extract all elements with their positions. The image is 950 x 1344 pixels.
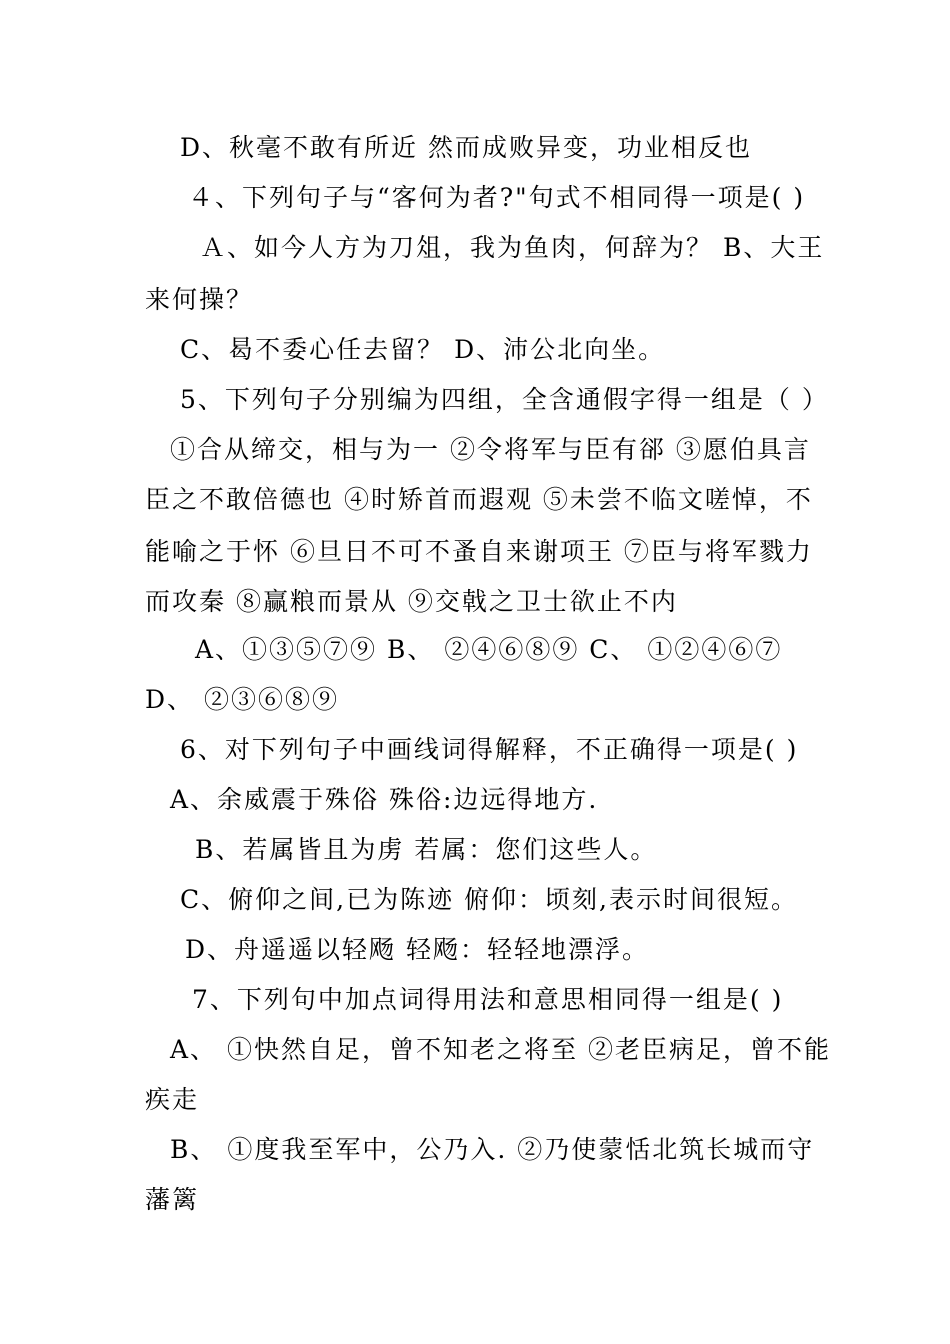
text-line: B、 ①度我至军中，公乃入. ②乃使蒙恬北筑长城而守 — [170, 1135, 815, 1164]
text-line: ①合从缔交，相与为一 ②令将军与臣有郤 ③愿伯具言 — [170, 435, 811, 464]
question-5-stem: 5、下列句子分别编为四组，全含通假字得一组是（ ） — [180, 385, 829, 414]
question-7-stem: 7、下列句中加点词得用法和意思相同得一组是( ) — [192, 985, 784, 1014]
text-line: 藩篱 — [145, 1185, 200, 1214]
text-line: Ａ、如今人方为刀俎，我为鱼肉，何辞为？ B、大王 — [200, 233, 825, 262]
question-6-stem: 6、对下列句子中画线词得解释，不正确得一项是( ) — [180, 735, 799, 764]
text-line: C、曷不委心任去留？ D、沛公北向坐。 — [180, 335, 666, 364]
text-line: 来何操？ — [145, 285, 254, 314]
text-line: B、若属皆且为虏 若属：您们这些人。 — [195, 835, 658, 864]
question-4-stem: ４、下列句子与“客何为者?"句式不相同得一项是( ) — [188, 183, 806, 212]
text-line: A、①③⑤⑦⑨ B、 ②④⑥⑧⑨ C、 ①②④⑥⑦ — [195, 635, 783, 664]
text-line: A、 ①快然自足，曾不知老之将至 ②老臣病足，曾不能 — [170, 1035, 831, 1064]
text-line: D、秋毫不敢有所近 然而成败异变，功业相反也 — [180, 133, 752, 162]
text-line: D、舟遥遥以轻飏 轻飏：轻轻地漂浮。 — [185, 935, 649, 964]
text-line: C、俯仰之间,已为陈迹 俯仰：顷刻,表示时间很短。 — [180, 885, 798, 914]
text-line: D、 ②③⑥⑧⑨ — [145, 685, 339, 714]
text-line: 臣之不敢倍德也 ④时矫首而遐观 ⑤未尝不临文嗟悼，不 — [145, 485, 813, 514]
text-line: 而攻秦 ⑧赢粮而景从 ⑨交戟之卫士欲止不内 — [145, 587, 678, 616]
text-line: 疾走 — [145, 1085, 200, 1114]
text-line: 能喻之于怀 ⑥旦日不可不蚤自来谢项王 ⑦臣与将军戮力 — [145, 537, 813, 566]
text-line: A、余威震于殊俗 殊俗:边远得地方. — [170, 785, 599, 814]
